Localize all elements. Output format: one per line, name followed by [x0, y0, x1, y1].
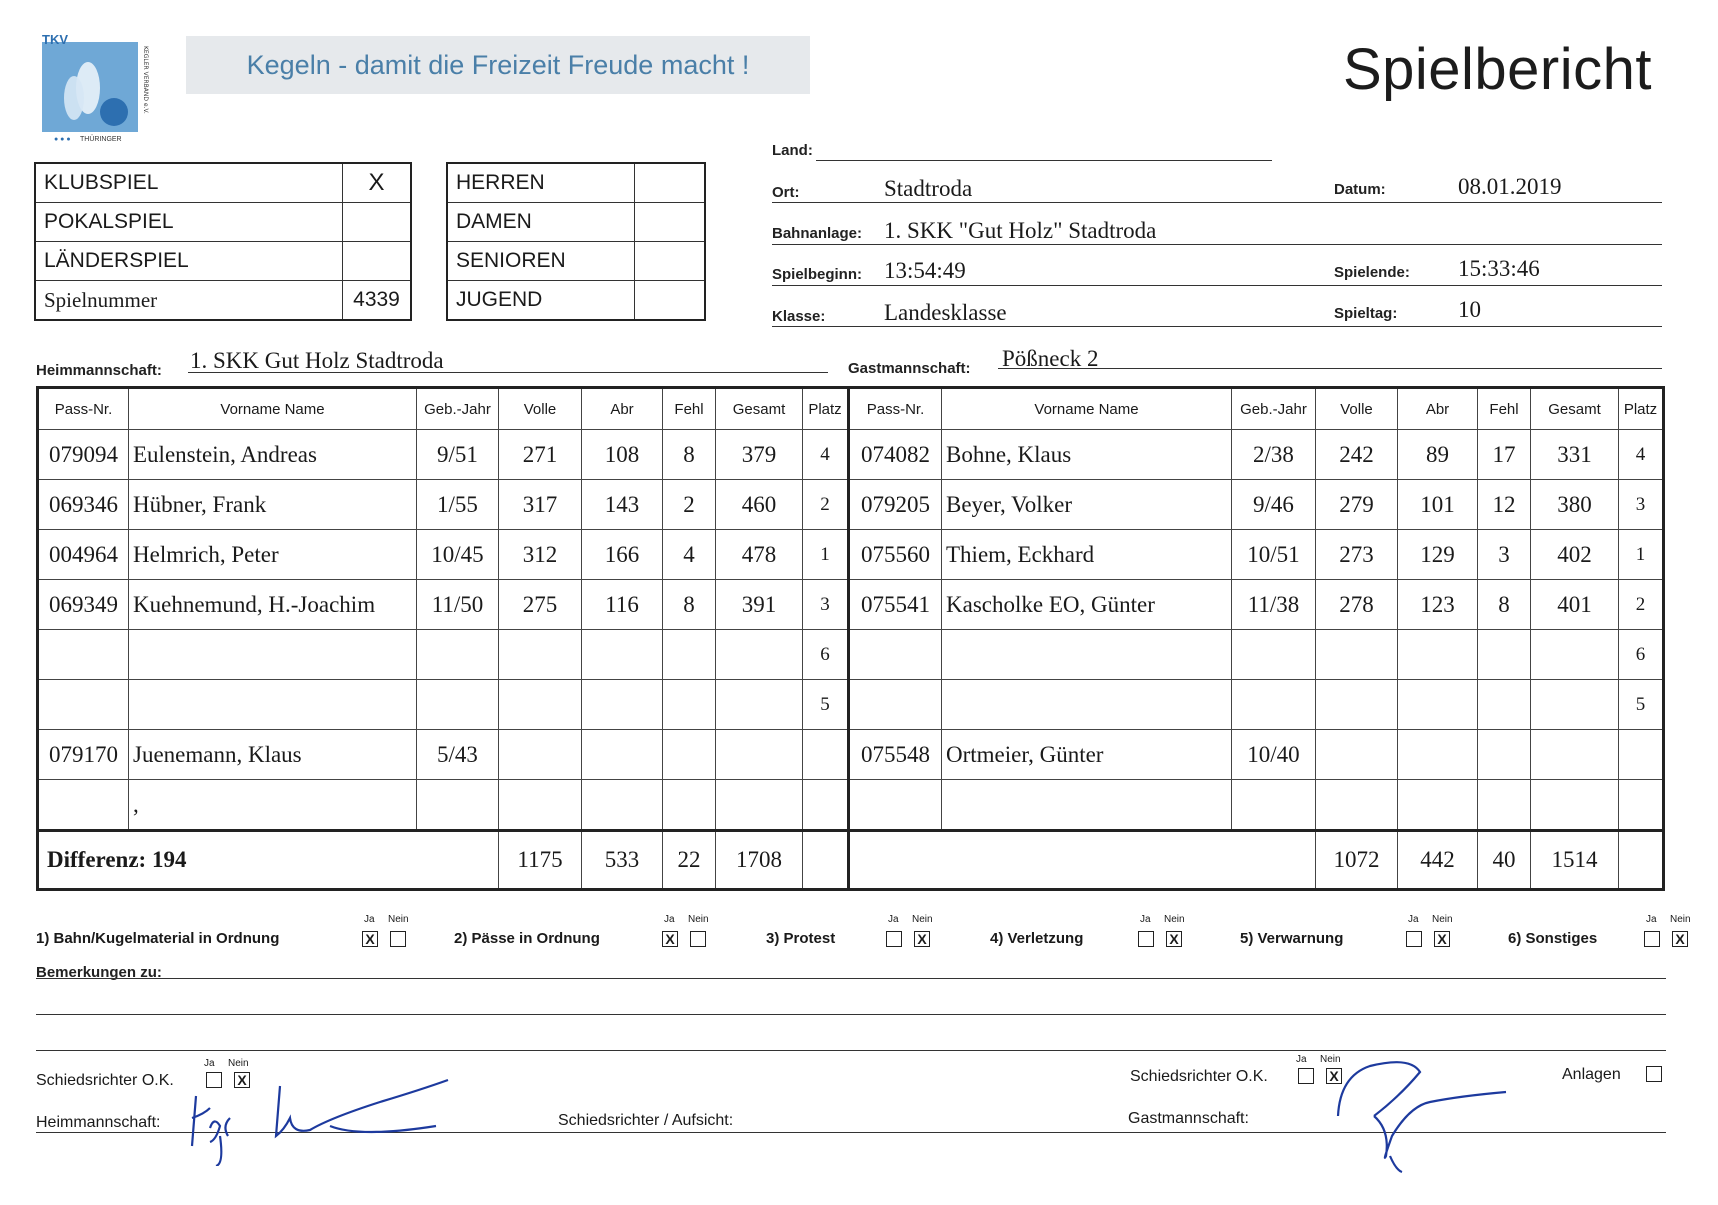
- game-type-label: KLUBSPIEL: [35, 163, 343, 203]
- slogan: Kegeln - damit die Freizeit Freude macht !: [186, 36, 810, 94]
- check-nein-checkbox[interactable]: [390, 931, 406, 947]
- anlagen-label: Anlagen: [1562, 1066, 1621, 1083]
- home-gesamt-cell[interactable]: 379: [716, 430, 803, 480]
- game-type-label: POKALSPIEL: [35, 203, 343, 242]
- game-type-mark[interactable]: [343, 203, 412, 242]
- check-label: 2) Pässe in Ordnung: [454, 930, 600, 947]
- ja-label: Ja: [664, 914, 675, 925]
- guest-fehl-cell[interactable]: 12: [1478, 480, 1531, 530]
- schiri-ok-left-label: Schiedsrichter O.K.: [36, 1072, 174, 1089]
- home-fehl-cell[interactable]: 8: [663, 430, 716, 480]
- home-gesamt-cell[interactable]: 460: [716, 480, 803, 530]
- bahnanlage-value[interactable]: 1. SKK "Gut Holz" Stadtroda: [884, 218, 1157, 243]
- datum-label: Datum:: [1334, 181, 1386, 198]
- guest-gesamt-cell[interactable]: 331: [1531, 430, 1619, 480]
- guest-fehl-cell[interactable]: 17: [1478, 430, 1531, 480]
- category-label: DAMEN: [447, 203, 635, 242]
- game-type-mark[interactable]: [343, 242, 412, 281]
- logo-dots: ● ● ●: [54, 136, 71, 143]
- table-header: [38, 388, 1664, 430]
- table-row: [38, 680, 1664, 730]
- check-nein-checkbox[interactable]: X: [1166, 931, 1182, 947]
- score-table: [36, 386, 1665, 891]
- guest-platz-cell[interactable]: 5: [1619, 680, 1664, 730]
- logo-abbr: TKV: [42, 32, 68, 47]
- guest-total-fehl: 40: [1478, 831, 1531, 890]
- home-volle-cell[interactable]: [499, 630, 582, 680]
- check-label: 4) Verletzung: [990, 930, 1084, 947]
- home-name-cell[interactable]: Hübner, Frank: [129, 480, 417, 530]
- guest-name-cell[interactable]: Ortmeier, Günter: [942, 730, 1232, 780]
- check-nein-checkbox[interactable]: [690, 931, 706, 947]
- guest-geb-jahr-cell[interactable]: [1232, 780, 1316, 831]
- spieltag-label: Spieltag:: [1334, 305, 1398, 322]
- home-name-cell[interactable]: ,: [129, 780, 417, 831]
- guest-total-platz: [1619, 831, 1664, 890]
- guest-geb-jahr-cell[interactable]: 10/40: [1232, 730, 1316, 780]
- nein-label: Nein: [688, 914, 709, 925]
- home-total-volle: 1175: [499, 831, 582, 890]
- home-geb-jahr-cell[interactable]: 10/45: [417, 530, 499, 580]
- gast-label: Gastmannschaft:: [848, 360, 971, 377]
- home-volle-cell[interactable]: 275: [499, 580, 582, 630]
- guest-volle-cell[interactable]: [1316, 780, 1398, 831]
- home-abr-cell[interactable]: 143: [582, 480, 663, 530]
- home-pass-nr-cell[interactable]: [38, 630, 129, 680]
- home-platz-cell[interactable]: 1: [803, 530, 849, 580]
- guest-abr-cell[interactable]: [1398, 730, 1478, 780]
- guest-gesamt-cell[interactable]: [1531, 780, 1619, 831]
- guest-volle-cell[interactable]: [1316, 630, 1398, 680]
- check-nein-checkbox[interactable]: X: [1434, 931, 1450, 947]
- home-abr-cell[interactable]: 166: [582, 530, 663, 580]
- page-title: Spielbericht: [1342, 37, 1652, 102]
- col-header: Pass-Nr.: [38, 388, 129, 430]
- guest-volle-cell[interactable]: [1316, 680, 1398, 730]
- anlagen-checkbox[interactable]: [1646, 1066, 1662, 1082]
- klasse-label: Klasse:: [772, 308, 826, 325]
- guest-pass-nr-cell[interactable]: 075560: [849, 530, 942, 580]
- col-header: Vorname Name: [129, 388, 417, 430]
- col-header: Abr: [582, 388, 663, 430]
- home-volle-cell[interactable]: [499, 780, 582, 831]
- home-fehl-cell[interactable]: 4: [663, 530, 716, 580]
- guest-volle-cell[interactable]: [1316, 730, 1398, 780]
- game-type-box: [34, 162, 412, 321]
- guest-name-cell[interactable]: Beyer, Volker: [942, 480, 1232, 530]
- home-platz-cell[interactable]: 2: [803, 480, 849, 530]
- col-header: Fehl: [1478, 388, 1531, 430]
- guest-abr-cell[interactable]: 123: [1398, 580, 1478, 630]
- home-gesamt-cell[interactable]: 478: [716, 530, 803, 580]
- klasse-line: [772, 326, 1662, 327]
- nein-label: Nein: [1432, 914, 1453, 925]
- guest-fehl-cell[interactable]: [1478, 680, 1531, 730]
- home-volle-cell[interactable]: [499, 680, 582, 730]
- home-pass-nr-cell[interactable]: 079094: [38, 430, 129, 480]
- ja-label: Ja: [364, 914, 375, 925]
- guest-fehl-cell[interactable]: [1478, 730, 1531, 780]
- guest-volle-cell[interactable]: 242: [1316, 430, 1398, 480]
- guest-volle-cell[interactable]: 273: [1316, 530, 1398, 580]
- guest-total-volle: 1072: [1316, 831, 1398, 890]
- home-geb-jahr-cell[interactable]: 1/55: [417, 480, 499, 530]
- home-platz-cell[interactable]: 6: [803, 630, 849, 680]
- home-total-abr: 533: [582, 831, 663, 890]
- schiri-ok-right-ja-checkbox[interactable]: [1298, 1068, 1314, 1084]
- guest-platz-cell[interactable]: 4: [1619, 430, 1664, 480]
- guest-signature: [1330, 1046, 1520, 1176]
- check-nein-checkbox[interactable]: X: [1672, 931, 1688, 947]
- guest-pass-nr-cell[interactable]: 075541: [849, 580, 942, 630]
- table-row: [38, 480, 1664, 530]
- home-fehl-cell[interactable]: 8: [663, 580, 716, 630]
- guest-fehl-cell[interactable]: 3: [1478, 530, 1531, 580]
- guest-gesamt-cell[interactable]: [1531, 630, 1619, 680]
- home-gesamt-cell[interactable]: 391: [716, 580, 803, 630]
- check-ja-checkbox[interactable]: [1406, 931, 1422, 947]
- check-nein-checkbox[interactable]: X: [914, 931, 930, 947]
- check-ja-checkbox[interactable]: X: [362, 931, 378, 947]
- ja-label: Ja: [1408, 914, 1419, 925]
- ort-value[interactable]: Stadtroda: [884, 176, 973, 201]
- land-label: Land:: [772, 142, 813, 159]
- gast-sign-label: Gastmannschaft:: [1128, 1110, 1249, 1127]
- guest-gesamt-cell[interactable]: 402: [1531, 530, 1619, 580]
- home-geb-jahr-cell[interactable]: 5/43: [417, 730, 499, 780]
- category-mark[interactable]: [635, 163, 706, 203]
- bahnanlage-line: [772, 244, 1662, 245]
- schiri-ok-left-nein-checkbox[interactable]: X: [234, 1072, 250, 1088]
- home-platz-cell[interactable]: [803, 730, 849, 780]
- home-abr-cell[interactable]: [582, 730, 663, 780]
- col-header: Abr: [1398, 388, 1478, 430]
- col-header: Volle: [1316, 388, 1398, 430]
- nein-label: Nein: [1164, 914, 1185, 925]
- guest-gesamt-cell[interactable]: [1531, 680, 1619, 730]
- home-geb-jahr-cell[interactable]: [417, 680, 499, 730]
- home-volle-cell[interactable]: [499, 730, 582, 780]
- game-type-label: LÄNDERSPIEL: [35, 242, 343, 281]
- heim-value[interactable]: 1. SKK Gut Holz Stadtroda: [190, 348, 444, 373]
- table-row: [38, 730, 1664, 780]
- col-header: Fehl: [663, 388, 716, 430]
- home-name-cell[interactable]: Juenemann, Klaus: [129, 730, 417, 780]
- guest-abr-cell[interactable]: 89: [1398, 430, 1478, 480]
- guest-platz-cell[interactable]: 6: [1619, 630, 1664, 680]
- spielnummer-label: Spielnummer: [35, 281, 343, 321]
- home-total-gesamt: 1708: [716, 831, 803, 890]
- spielbeginn-line: [772, 285, 1662, 286]
- home-gesamt-cell[interactable]: [716, 780, 803, 831]
- guest-abr-cell[interactable]: 129: [1398, 530, 1478, 580]
- guest-fehl-cell[interactable]: 8: [1478, 580, 1531, 630]
- guest-volle-cell[interactable]: 279: [1316, 480, 1398, 530]
- ja-label: Ja: [1296, 1054, 1307, 1065]
- ja-label: Ja: [204, 1058, 215, 1069]
- spielende-label: Spielende:: [1334, 264, 1410, 281]
- category-label: SENIOREN: [447, 242, 635, 281]
- guest-pass-nr-cell[interactable]: 074082: [849, 430, 942, 480]
- check-ja-checkbox[interactable]: X: [662, 931, 678, 947]
- guest-abr-cell[interactable]: [1398, 680, 1478, 730]
- ort-label: Ort:: [772, 184, 800, 201]
- difference: Differenz: 194: [38, 831, 499, 890]
- home-pass-nr-cell[interactable]: 004964: [38, 530, 129, 580]
- nein-label: Nein: [228, 1058, 249, 1069]
- home-geb-jahr-cell[interactable]: 11/50: [417, 580, 499, 630]
- table-row: [38, 630, 1664, 680]
- nein-label: Nein: [388, 914, 409, 925]
- guest-gesamt-cell[interactable]: 380: [1531, 480, 1619, 530]
- home-name-cell[interactable]: [129, 630, 417, 680]
- col-header: Platz: [803, 388, 849, 430]
- guest-total-spacer: [849, 831, 1316, 890]
- nein-label: Nein: [1670, 914, 1691, 925]
- schiri-ok-right-nein-checkbox[interactable]: X: [1326, 1068, 1342, 1084]
- check-ja-checkbox[interactable]: [886, 931, 902, 947]
- spielnummer-value[interactable]: 4339: [343, 281, 412, 321]
- check-ja-checkbox[interactable]: [1138, 931, 1154, 947]
- check-label: 1) Bahn/Kugelmaterial in Ordnung: [36, 930, 280, 947]
- spielende-value[interactable]: 15:33:46: [1458, 256, 1540, 281]
- home-pass-nr-cell[interactable]: [38, 680, 129, 730]
- heim-sign-label: Heimmannschaft:: [36, 1114, 161, 1131]
- col-header: Volle: [499, 388, 582, 430]
- home-volle-cell[interactable]: 317: [499, 480, 582, 530]
- home-geb-jahr-cell[interactable]: 9/51: [417, 430, 499, 480]
- heim-line: [188, 372, 828, 373]
- guest-platz-cell[interactable]: 3: [1619, 480, 1664, 530]
- home-abr-cell[interactable]: 116: [582, 580, 663, 630]
- guest-geb-jahr-cell[interactable]: 9/46: [1232, 480, 1316, 530]
- home-gesamt-cell[interactable]: [716, 730, 803, 780]
- home-geb-jahr-cell[interactable]: [417, 780, 499, 831]
- col-header: Geb.-Jahr: [417, 388, 499, 430]
- home-platz-cell[interactable]: 5: [803, 680, 849, 730]
- gast-line: [998, 368, 1662, 369]
- ja-label: Ja: [1140, 914, 1151, 925]
- guest-pass-nr-cell[interactable]: [849, 680, 942, 730]
- totals-row: [38, 831, 1664, 890]
- spielbeginn-value[interactable]: 13:54:49: [884, 258, 966, 283]
- check-label: 3) Protest: [766, 930, 836, 947]
- nein-label: Nein: [1320, 1054, 1341, 1065]
- table-row: [38, 580, 1664, 630]
- col-header: Vorname Name: [942, 388, 1232, 430]
- col-header: Geb.-Jahr: [1232, 388, 1316, 430]
- category-label: JUGEND: [447, 281, 635, 321]
- home-pass-nr-cell[interactable]: 079170: [38, 730, 129, 780]
- guest-name-cell[interactable]: Bohne, Klaus: [942, 430, 1232, 480]
- col-header: Pass-Nr.: [849, 388, 942, 430]
- guest-geb-jahr-cell[interactable]: 2/38: [1232, 430, 1316, 480]
- table-row: [38, 780, 1664, 831]
- ort-line: [772, 202, 1662, 203]
- category-mark[interactable]: [635, 281, 706, 321]
- guest-total-gesamt: 1514: [1531, 831, 1619, 890]
- guest-fehl-cell[interactable]: [1478, 630, 1531, 680]
- home-name-cell[interactable]: [129, 680, 417, 730]
- bemerkungen-line-2[interactable]: [36, 1014, 1666, 1015]
- home-pass-nr-cell[interactable]: [38, 780, 129, 831]
- nein-label: Nein: [912, 914, 933, 925]
- guest-gesamt-cell[interactable]: 401: [1531, 580, 1619, 630]
- datum-value[interactable]: 08.01.2019: [1458, 174, 1562, 199]
- home-volle-cell[interactable]: 312: [499, 530, 582, 580]
- home-gesamt-cell[interactable]: [716, 630, 803, 680]
- bemerkungen-label: Bemerkungen zu:: [36, 964, 162, 981]
- spielbeginn-label: Spielbeginn:: [772, 266, 862, 283]
- svg-text:KEGLER VERBAND e.V.: KEGLER VERBAND e.V.: [142, 46, 149, 114]
- guest-pass-nr-cell[interactable]: 079205: [849, 480, 942, 530]
- home-abr-cell[interactable]: [582, 630, 663, 680]
- check-ja-checkbox[interactable]: [1644, 931, 1660, 947]
- bemerkungen-line-1[interactable]: [36, 978, 1666, 979]
- guest-gesamt-cell[interactable]: [1531, 730, 1619, 780]
- guest-platz-cell[interactable]: [1619, 780, 1664, 831]
- schiri-sign-label: Schiedsrichter / Aufsicht:: [558, 1112, 734, 1129]
- home-abr-cell[interactable]: 108: [582, 430, 663, 480]
- category-label: HERREN: [447, 163, 635, 203]
- guest-pass-nr-cell[interactable]: [849, 630, 942, 680]
- home-platz-cell[interactable]: [803, 780, 849, 831]
- game-type-mark[interactable]: X: [343, 163, 412, 203]
- bahnanlage-label: Bahnanlage:: [772, 225, 863, 242]
- home-signature: [180, 1056, 480, 1166]
- guest-name-cell[interactable]: [942, 780, 1232, 831]
- home-geb-jahr-cell[interactable]: [417, 630, 499, 680]
- schiri-ok-right-label: Schiedsrichter O.K.: [1130, 1068, 1268, 1085]
- category-box: [446, 162, 706, 321]
- home-abr-cell[interactable]: [582, 680, 663, 730]
- home-fehl-cell[interactable]: [663, 730, 716, 780]
- land-line: [816, 160, 1272, 161]
- guest-pass-nr-cell[interactable]: 075548: [849, 730, 942, 780]
- home-pass-nr-cell[interactable]: 069349: [38, 580, 129, 630]
- home-total-fehl: 22: [663, 831, 716, 890]
- home-gesamt-cell[interactable]: [716, 680, 803, 730]
- gast-value[interactable]: Pößneck 2: [1002, 346, 1099, 371]
- col-header: Platz: [1619, 388, 1664, 430]
- home-name-cell[interactable]: Helmrich, Peter: [129, 530, 417, 580]
- home-total-platz: [803, 831, 849, 890]
- home-fehl-cell[interactable]: [663, 780, 716, 831]
- guest-platz-cell[interactable]: [1619, 730, 1664, 780]
- category-mark[interactable]: [635, 203, 706, 242]
- guest-platz-cell[interactable]: 2: [1619, 580, 1664, 630]
- col-header: Gesamt: [716, 388, 803, 430]
- category-mark[interactable]: [635, 242, 706, 281]
- home-abr-cell[interactable]: [582, 780, 663, 831]
- guest-total-abr: 442: [1398, 831, 1478, 890]
- klasse-value[interactable]: Landesklasse: [884, 300, 1007, 325]
- home-volle-cell[interactable]: 271: [499, 430, 582, 480]
- guest-geb-jahr-cell[interactable]: 10/51: [1232, 530, 1316, 580]
- guest-platz-cell[interactable]: 1: [1619, 530, 1664, 580]
- guest-name-cell[interactable]: [942, 630, 1232, 680]
- check-label: 5) Verwarnung: [1240, 930, 1344, 947]
- heim-label: Heimmannschaft:: [36, 362, 162, 379]
- guest-name-cell[interactable]: [942, 680, 1232, 730]
- guest-abr-cell[interactable]: [1398, 780, 1478, 831]
- guest-abr-cell[interactable]: [1398, 630, 1478, 680]
- home-pass-nr-cell[interactable]: 069346: [38, 480, 129, 530]
- guest-geb-jahr-cell[interactable]: 11/38: [1232, 580, 1316, 630]
- guest-pass-nr-cell[interactable]: [849, 780, 942, 831]
- home-name-cell[interactable]: Kuehnemund, H.-Joachim: [129, 580, 417, 630]
- spieltag-value[interactable]: 10: [1458, 297, 1481, 322]
- home-fehl-cell[interactable]: 2: [663, 480, 716, 530]
- guest-geb-jahr-cell[interactable]: [1232, 630, 1316, 680]
- home-fehl-cell[interactable]: [663, 630, 716, 680]
- home-platz-cell[interactable]: 4: [803, 430, 849, 480]
- col-header: Gesamt: [1531, 388, 1619, 430]
- logo-org: THÜRINGER: [80, 136, 122, 143]
- check-label: 6) Sonstiges: [1508, 930, 1598, 947]
- home-platz-cell[interactable]: 3: [803, 580, 849, 630]
- table-row: [38, 530, 1664, 580]
- home-fehl-cell[interactable]: [663, 680, 716, 730]
- guest-name-cell[interactable]: Kascholke EO, Günter: [942, 580, 1232, 630]
- guest-geb-jahr-cell[interactable]: [1232, 680, 1316, 730]
- ja-label: Ja: [1646, 914, 1657, 925]
- guest-name-cell[interactable]: Thiem, Eckhard: [942, 530, 1232, 580]
- guest-abr-cell[interactable]: 101: [1398, 480, 1478, 530]
- home-name-cell[interactable]: Eulenstein, Andreas: [129, 430, 417, 480]
- guest-fehl-cell[interactable]: [1478, 780, 1531, 831]
- ja-label: Ja: [888, 914, 899, 925]
- tkv-logo: [40, 32, 158, 148]
- table-row: [38, 430, 1664, 480]
- guest-volle-cell[interactable]: 278: [1316, 580, 1398, 630]
